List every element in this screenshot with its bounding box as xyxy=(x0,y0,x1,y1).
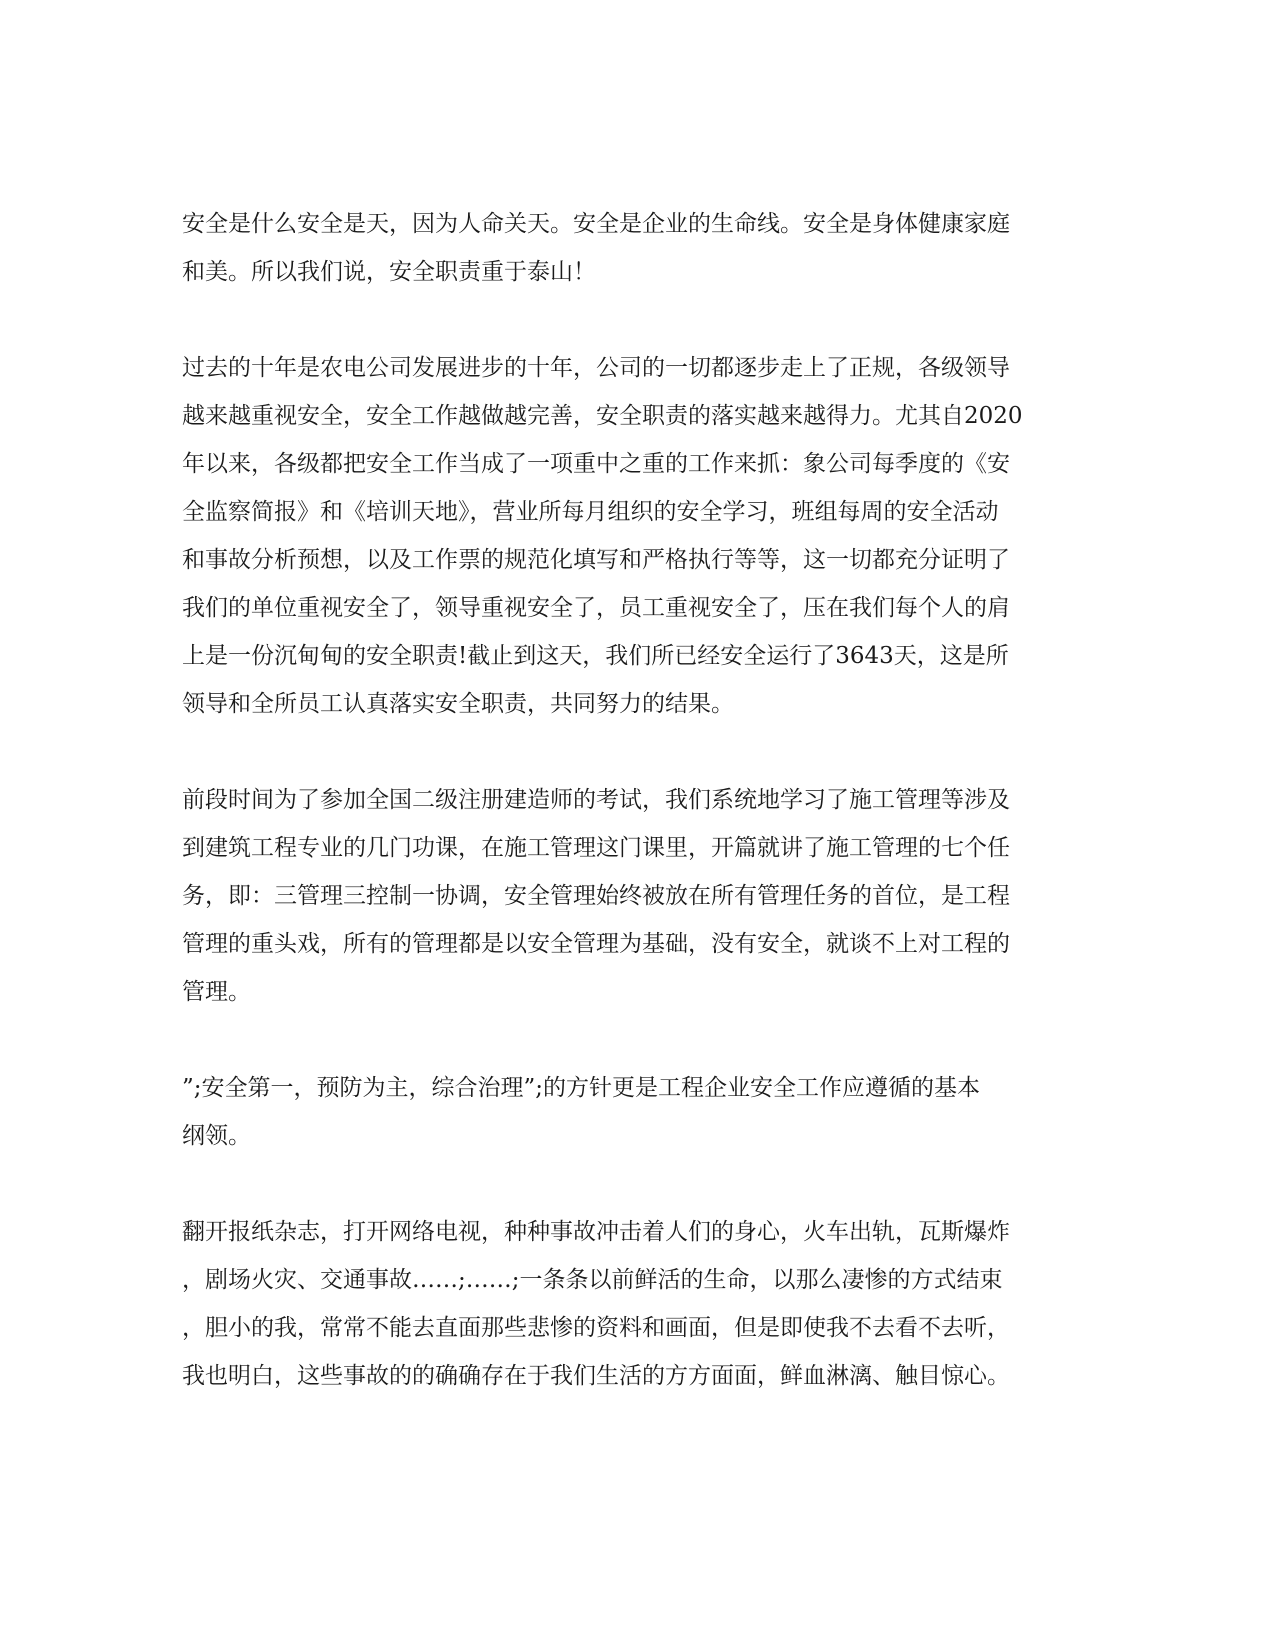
text-line: 纲领。 xyxy=(182,1123,251,1149)
text-line: 到建筑工程专业的几门功课，在施工管理这门课里，开篇就讲了施工管理的七个任 xyxy=(182,835,1010,861)
text-line: 前段时间为了参加全国二级注册建造师的考试，我们系统地学习了施工管理等涉及 xyxy=(182,787,1010,813)
paragraph-4 xyxy=(182,1064,1082,1160)
text-line: 管理。 xyxy=(182,979,251,1005)
paragraph-5 xyxy=(182,1208,1082,1400)
text-line: 领导和全所员工认真落实安全职责，共同努力的结果。 xyxy=(182,691,734,717)
text-line: 和事故分析预想，以及工作票的规范化填写和严格执行等等，这一切都充分证明了 xyxy=(182,547,1010,573)
text-line: ，剧场火灾、交通事故……;……;一条条以前鲜活的生命，以那么凄惨的方式结束 xyxy=(182,1267,1003,1293)
paragraph-1 xyxy=(182,200,1082,296)
text-line: 我们的单位重视安全了，领导重视安全了，员工重视安全了，压在我们每个人的肩 xyxy=(182,595,1010,621)
text-line: 全监察简报》和《培训天地》，营业所每月组织的安全学习，班组每周的安全活动 xyxy=(182,499,999,525)
text-line: ”;安全第一，预防为主，综合治理”;的方针更是工程企业安全工作应遵循的基本 xyxy=(182,1075,981,1101)
text-line: 越来越重视安全，安全工作越做越完善，安全职责的落实越来越得力。尤其自2020 xyxy=(182,403,1023,429)
text-line: 和美。所以我们说，安全职责重于泰山！ xyxy=(182,259,596,285)
text-line: 翻开报纸杂志，打开网络电视，种种事故冲击着人们的身心，火车出轨，瓦斯爆炸 xyxy=(182,1219,1010,1245)
text-line: 管理的重头戏，所有的管理都是以安全管理为基础，没有安全，就谈不上对工程的 xyxy=(182,931,1010,957)
text-line: 年以来，各级都把安全工作当成了一项重中之重的工作来抓：象公司每季度的《安 xyxy=(182,451,1010,477)
document-body xyxy=(182,200,1082,1448)
text-line: 上是一份沉甸甸的安全职责!截止到这天，我们所已经安全运行了3643天，这是所 xyxy=(182,643,1009,669)
paragraph-2 xyxy=(182,344,1082,728)
text-line: 安全是什么安全是天，因为人命关天。安全是企业的生命线。安全是身体健康家庭 xyxy=(182,211,1010,237)
text-line: 务，即：三管理三控制一协调，安全管理始终被放在所有管理任务的首位，是工程 xyxy=(182,883,1010,909)
text-line: ，胆小的我，常常不能去直面那些悲惨的资料和画面，但是即使我不去看不去听， xyxy=(182,1315,1010,1341)
text-line: 我也明白，这些事故的的确确存在于我们生活的方方面面，鲜血淋漓、触目惊心。 xyxy=(182,1363,1010,1389)
text-line: 过去的十年是农电公司发展进步的十年，公司的一切都逐步走上了正规，各级领导 xyxy=(182,355,1010,381)
paragraph-3 xyxy=(182,776,1082,1016)
